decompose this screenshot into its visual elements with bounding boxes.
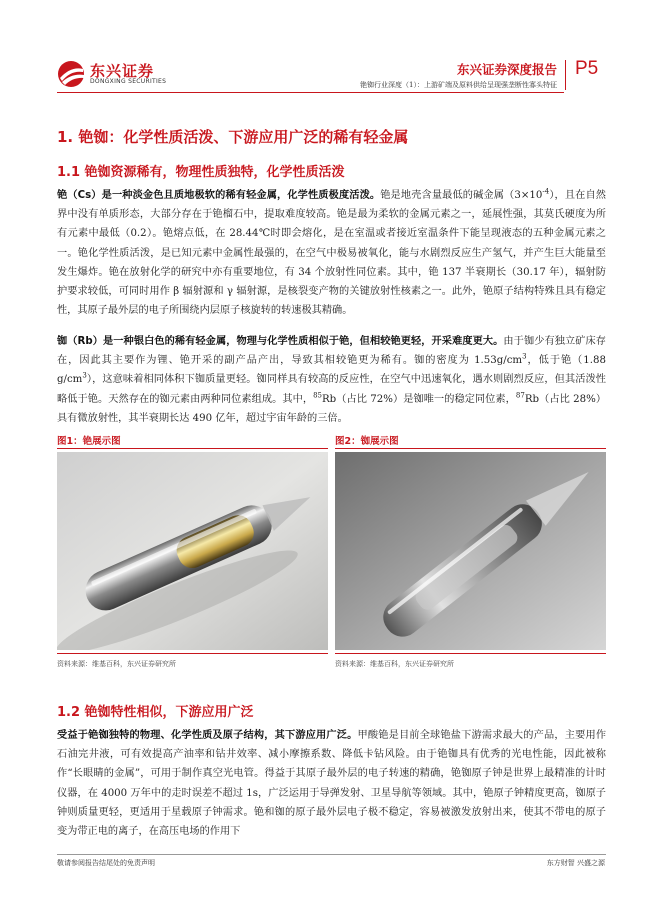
subsection-heading-2: 1.2 铯铷特性相似，下游应用广泛	[57, 705, 254, 720]
superscript: 3	[82, 372, 87, 381]
text-run: 由于铷少有独立矿床存在，因此其主要作为锂、铯开采的副产品产出，导致其相较铯更为稀有。铷的密度为 1.53g/cm	[57, 336, 606, 367]
figure-2-rule	[335, 448, 606, 449]
paragraph-rubidium-lead: 铷（Rb）是一种银白色的稀有轻金属，物理与化学性质相似于铯，但相较铯更轻，开采难度更大。	[57, 336, 504, 347]
footer-slogan: 东方财智 兴盛之源	[546, 859, 605, 867]
superscript: 85	[313, 391, 323, 400]
logo-text-en: DONGXING SECURITIES	[90, 78, 167, 85]
header-divider	[565, 60, 566, 90]
logo-mark-icon	[57, 60, 87, 88]
subsection-heading-1: 1.1 铯铷资源稀有，物理性质独特，化学性质活泼	[57, 165, 345, 180]
text-run: Rb（占比 28%）具有微放射性，其半衰期长达 490 亿年，超过宇宙年龄的三倍。	[57, 393, 607, 424]
figure-1-caption: 图1：铯展示图	[57, 436, 121, 447]
superscript: 87	[515, 391, 525, 400]
paragraph-cesium-lead: 铯（Cs）是一种淡金色且质地极软的稀有轻金属，化学性质极度活泼。	[57, 190, 381, 201]
figure-1-source: 资料来源：维基百科，东兴证券研究所	[57, 660, 176, 668]
text-run: ），且在自然界中没有单质形态，大部分存在于铯榴石中，提取难度较高。铯是最为柔软的金属元素之一，延展性强，其莫氏硬度为所有元素中最低（0.2）。铯熔点低，在 28.44℃时即会熔化，是在室温或者接近室温条件下能呈现液态的五种金属元素之一。铯化学性质活泼，是已知元素中金属性最强的，在空气中极易被氧化，能与水剧烈反应生产氢气，并产生巨大能量至发生爆炸。铯在放射化学的研究中亦有重要地位，有 34 个放射性同位素。其中，铯 137 半衰期长（30.17 年），辐射防护要求较低，可同时用作 β 辐射源和 γ 辐射源，是核裂变产物的关键放射性核素之一。此外，铯原子结构特殊且具有稳定性，其原子最外层的电子所围绕内层原子核旋转的转速极其精确。	[57, 190, 606, 317]
figure-2-source: 资料来源：维基百科，东兴证券研究所	[335, 660, 454, 668]
figure-1-bottom-rule	[57, 653, 328, 654]
cesium-photo	[57, 452, 328, 650]
figure-2-caption: 图2：铷展示图	[335, 436, 399, 447]
section-heading: 1. 铯铷：化学性质活泼、下游应用广泛的稀有轻金属	[57, 128, 409, 146]
figure-2-bottom-rule	[335, 653, 606, 654]
logo-text-cn: 东兴证券	[90, 62, 155, 80]
text-run: 甲酸铯是目前全球铯盐下游需求最大的产品，主要用作石油完井液，可有效提高产油率和钻井效率、减小摩擦系数、降低卡钻风险。由于铯铷具有优秀的光电性能，因此被称作“长眼睛的金属”，可用于制作真空光电管。得益于其原子最外层的电子转速的精确，铯铷原子钟是世界上最精准的计时仪器，在 4000 万年中的走时误差不超过 1s，广泛运用于导弹发射、卫星导航等领域。其中，铯原子钟精度更高，铷原子钟则质量更轻，更适用于星载原子钟需求。铯和铷的原子最外层电子极不稳定，容易被激发放射出来，使其不带电的原子变为带正电的离子，在高压电场的作用下	[57, 730, 607, 838]
report-title: 东兴证券深度报告	[456, 62, 557, 77]
text-run: 铯是地壳含量最低的碱金属（3×10	[380, 190, 543, 201]
text-run: Rb（占比 72%）是铷唯一的稳定同位素，	[322, 393, 516, 405]
footer-disclaimer: 敬请参阅报告结尾处的免责声明	[57, 859, 155, 867]
superscript: -4	[542, 187, 550, 196]
superscript: 3	[522, 352, 527, 361]
paragraph-rubidium	[57, 332, 606, 428]
rubidium-photo	[335, 452, 606, 650]
text-run: ，低于铯（1.88 g/cm	[57, 355, 606, 386]
paragraph-cesium	[57, 186, 606, 320]
text-run: ），这意味着相同体积下铷质量更轻。铷同样具有较高的反应性，在空气中迅速氧化，遇水则剧烈反应，但其活泼性略低于铯。天然存在的铷元素由两种同位素组成。其中，	[57, 374, 606, 405]
figure-1-rule	[57, 448, 328, 449]
company-logo	[57, 58, 167, 92]
footer-rule	[57, 854, 606, 855]
report-subtitle: 铯铷行业深度（1）：上游矿端及原料供给呈现强垄断性寡头特征	[360, 81, 557, 89]
paragraph-applications	[57, 726, 606, 841]
page-number: P5	[575, 58, 599, 79]
paragraph-applications-lead: 受益于铯铷独特的物理、化学性质及原子结构，其下游应用广泛。	[57, 730, 358, 741]
header-rule	[57, 92, 564, 93]
